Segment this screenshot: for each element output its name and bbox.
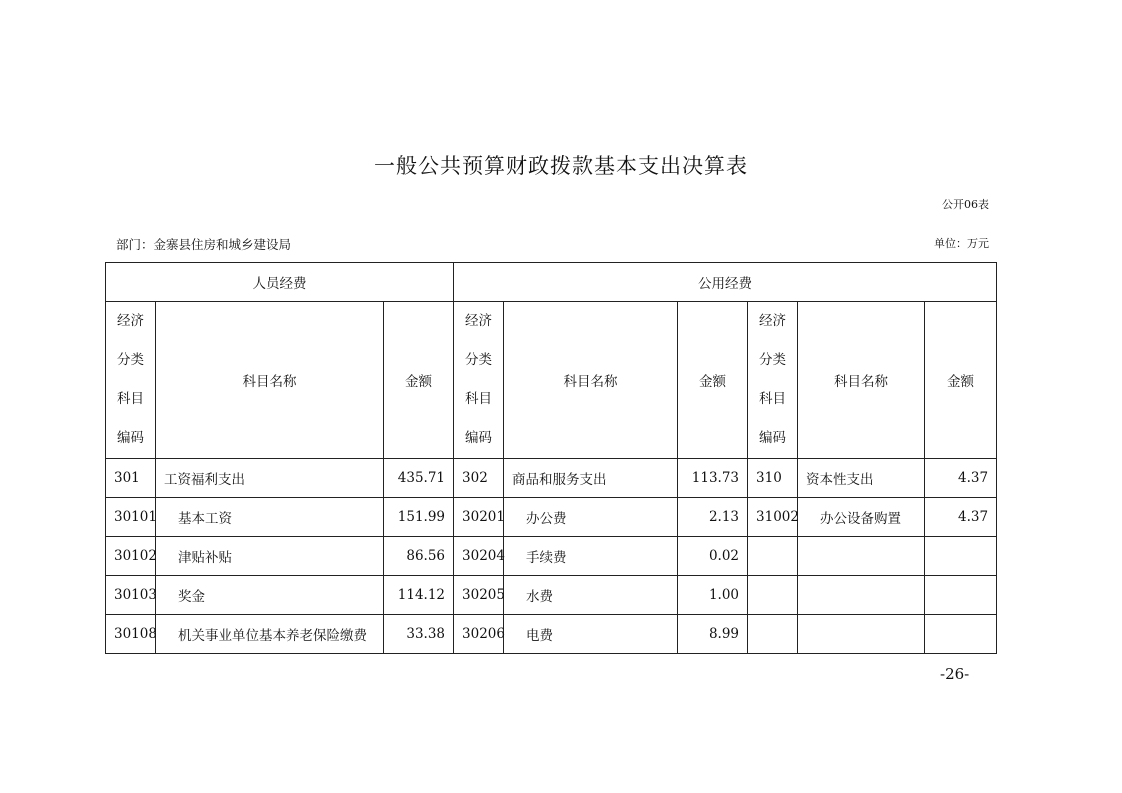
expenditure-table xyxy=(105,262,997,654)
public-name: 商品和服务支出 xyxy=(504,459,678,498)
public-code: 30201 xyxy=(454,498,504,537)
public-code: 302 xyxy=(454,459,504,498)
capital-amount: 4.37 xyxy=(925,498,997,537)
public-amount: 8.99 xyxy=(678,615,748,654)
capital-amount xyxy=(925,576,997,615)
personnel-header: 人员经费 xyxy=(106,263,454,302)
capital-code: 31002 xyxy=(748,498,798,537)
amount-header: 金额 xyxy=(678,302,748,459)
personnel-name: 基本工资 xyxy=(156,498,384,537)
name-header: 科目名称 xyxy=(504,302,678,459)
personnel-code: 30108 xyxy=(106,615,156,654)
public-amount: 1.00 xyxy=(678,576,748,615)
amount-header: 金额 xyxy=(384,302,454,459)
public-amount: 2.13 xyxy=(678,498,748,537)
public-code: 30204 xyxy=(454,537,504,576)
name-header: 科目名称 xyxy=(156,302,384,459)
table-row xyxy=(106,498,997,537)
public-name: 手续费 xyxy=(504,537,678,576)
code-header: 经济 分类 科目 编码 xyxy=(454,302,504,459)
table-row xyxy=(106,615,997,654)
page-title: 一般公共预算财政拨款基本支出决算表 xyxy=(374,154,748,178)
capital-name xyxy=(798,576,925,615)
personnel-amount: 435.71 xyxy=(384,459,454,498)
personnel-amount: 86.56 xyxy=(384,537,454,576)
page-number: -26- xyxy=(940,665,970,683)
amount-header: 金额 xyxy=(925,302,997,459)
unit-label: 单位：万元 xyxy=(934,237,989,250)
table-row xyxy=(106,576,997,615)
name-header: 科目名称 xyxy=(798,302,925,459)
personnel-name: 奖金 xyxy=(156,576,384,615)
personnel-name: 工资福利支出 xyxy=(156,459,384,498)
public-code: 30205 xyxy=(454,576,504,615)
personnel-amount: 151.99 xyxy=(384,498,454,537)
personnel-name: 津贴补贴 xyxy=(156,537,384,576)
department-label: 部门：金寨县住房和城乡建设局 xyxy=(116,237,292,252)
capital-amount xyxy=(925,615,997,654)
code-header: 经济 分类 科目 编码 xyxy=(748,302,798,459)
capital-amount xyxy=(925,537,997,576)
header-row-group xyxy=(106,263,997,302)
personnel-code: 301 xyxy=(106,459,156,498)
code-header: 经济 分类 科目 编码 xyxy=(106,302,156,459)
personnel-amount: 114.12 xyxy=(384,576,454,615)
personnel-code: 30102 xyxy=(106,537,156,576)
capital-code xyxy=(748,537,798,576)
public-amount: 0.02 xyxy=(678,537,748,576)
capital-name: 资本性支出 xyxy=(798,459,925,498)
public-amount: 113.73 xyxy=(678,459,748,498)
table-row xyxy=(106,537,997,576)
personnel-code: 30101 xyxy=(106,498,156,537)
public-name: 电费 xyxy=(504,615,678,654)
capital-amount: 4.37 xyxy=(925,459,997,498)
capital-name: 办公设备购置 xyxy=(798,498,925,537)
capital-name xyxy=(798,615,925,654)
capital-name xyxy=(798,537,925,576)
personnel-name: 机关事业单位基本养老保险缴费 xyxy=(156,615,384,654)
public-name: 水费 xyxy=(504,576,678,615)
capital-code: 310 xyxy=(748,459,798,498)
table-row xyxy=(106,459,997,498)
public-name: 办公费 xyxy=(504,498,678,537)
capital-code xyxy=(748,576,798,615)
public-header: 公用经费 xyxy=(454,263,997,302)
form-number: 公开06表 xyxy=(942,198,989,211)
personnel-amount: 33.38 xyxy=(384,615,454,654)
personnel-code: 30103 xyxy=(106,576,156,615)
header-row-columns xyxy=(106,302,997,459)
public-code: 30206 xyxy=(454,615,504,654)
capital-code xyxy=(748,615,798,654)
